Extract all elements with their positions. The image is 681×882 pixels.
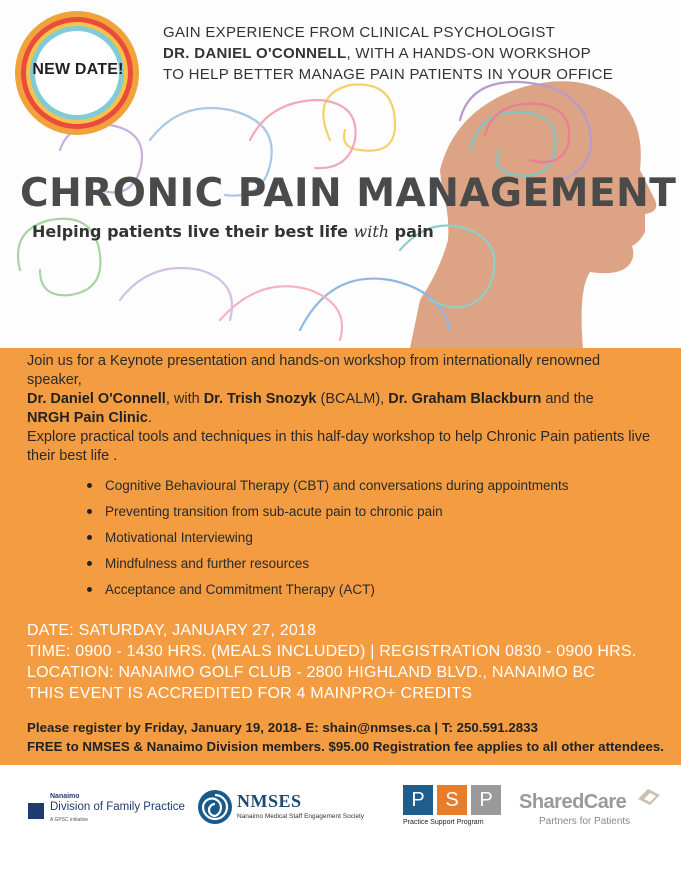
speaker-snozyk: Dr. Trish Snozyk <box>203 391 317 407</box>
squiggle-pink-3 <box>220 286 342 340</box>
para1-intro: Join us for a Keynote presentation and hands-on workshop from internationally renowned speaker, <box>27 353 601 388</box>
bullet-dot <box>87 561 92 566</box>
subtitle <box>32 222 434 241</box>
list-item <box>87 475 569 501</box>
list-item <box>87 553 569 579</box>
new-date-label: NEW DATE! <box>32 61 124 78</box>
psp-letter-p2: P <box>471 785 501 815</box>
speaker-name: DR. DANIEL O'CONNELL <box>163 45 347 62</box>
nmses-logo-sub: Nanaimo Medical Staff Engagement Society <box>237 813 365 820</box>
bullet-dot <box>87 535 92 540</box>
registration-line-2: FREE to NMSES & Nanaimo Division members. $95.00 Registration fee applies to all other attendees. <box>27 739 664 754</box>
topic-list <box>87 475 569 605</box>
squiggle-pink-2 <box>250 100 356 168</box>
squiggle-yellow <box>323 85 395 151</box>
registration-info <box>27 718 664 756</box>
division-logo-small: Nanaimo <box>50 793 80 800</box>
bullet-dot <box>87 587 92 592</box>
sponsor-logos <box>0 765 681 882</box>
description-para-1 <box>27 352 657 428</box>
intro-text <box>163 22 613 85</box>
intro-line-2-rest: , WITH A HANDS-ON WORKSHOP <box>346 45 591 62</box>
squiggle-lilac <box>120 268 232 320</box>
list-item <box>87 527 569 553</box>
event-date: DATE: SATURDAY, JANUARY 27, 2018 <box>27 622 317 639</box>
description <box>27 352 657 466</box>
list-item <box>87 579 569 605</box>
intro-line-1: GAIN EXPERIENCE FROM CLINICAL PSYCHOLOGIST <box>163 24 556 41</box>
bullet-dot <box>87 483 92 488</box>
registration-line-1: Please register by Friday, January 19, 2018- E: shain@nmses.ca | T: 250.591.2833 <box>27 720 538 735</box>
para1-join-3: and the <box>541 391 594 407</box>
event-time: TIME: 0900 - 1430 HRS. (MEALS INCLUDED) | REGISTRATION 0830 - 0900 HRS. <box>27 643 637 660</box>
para1-end: . <box>147 410 152 426</box>
psp-letter-p: P <box>403 785 433 815</box>
subtitle-part-2: pain <box>389 222 434 241</box>
nmses-logo-name: NMSES <box>237 791 302 811</box>
page-title: CHRONIC PAIN MANAGEMENT <box>20 171 677 216</box>
speaker-oconnell: Dr. Daniel O'Connell <box>27 391 166 407</box>
para1-join-2: (BCALM), <box>316 391 389 407</box>
list-item-text: Motivational Interviewing <box>105 530 253 545</box>
event-details <box>27 620 636 704</box>
para1-join-1: , with <box>165 391 204 407</box>
sharedcare-logo-sub: Partners for Patients <box>539 816 631 827</box>
list-item-text: Cognitive Behavioural Therapy (CBT) and conversations during appointments <box>105 478 569 493</box>
list-item <box>87 501 569 527</box>
intro-line-2 <box>163 43 613 64</box>
subtitle-part-1: Helping patients live their best life <box>32 222 354 241</box>
speaker-blackburn: Dr. Graham Blackburn <box>388 391 542 407</box>
list-item-text: Acceptance and Commitment Therapy (ACT) <box>105 582 375 597</box>
division-logo-name: Division of Family Practice <box>50 801 185 813</box>
event-credits: THIS EVENT IS ACCREDITED FOR 4 MAINPRO+ CREDITS <box>27 685 473 702</box>
subtitle-with: with <box>353 222 390 241</box>
header-area <box>0 0 681 348</box>
nrgh-pain-clinic: NRGH Pain Clinic <box>27 410 148 426</box>
sharedcare-logo-name: SharedCare <box>519 791 627 813</box>
bullet-dot <box>87 509 92 514</box>
psp-logo-sub: Practice Support Program <box>403 819 484 826</box>
list-item-text: Mindfulness and further resources <box>105 556 310 571</box>
event-location: LOCATION: NANAIMO GOLF CLUB - 2800 HIGHLAND BLVD., NANAIMO BC <box>27 664 596 681</box>
nmses-spiral-icon <box>197 789 233 825</box>
psp-letter-s: S <box>437 785 467 815</box>
division-logo-tagline: A GPSC initiative <box>50 817 89 823</box>
description-para-2: Explore practical tools and techniques in this half-day workshop to help Chronic Pain patients live their best life . <box>27 429 651 464</box>
sharedcare-mark-icon <box>636 787 662 807</box>
intro-line-3: TO HELP BETTER MANAGE PAIN PATIENTS IN YOUR OFFICE <box>163 66 614 83</box>
division-mark-icon <box>28 803 44 819</box>
list-item-text: Preventing transition from sub-acute pain to chronic pain <box>105 504 443 519</box>
